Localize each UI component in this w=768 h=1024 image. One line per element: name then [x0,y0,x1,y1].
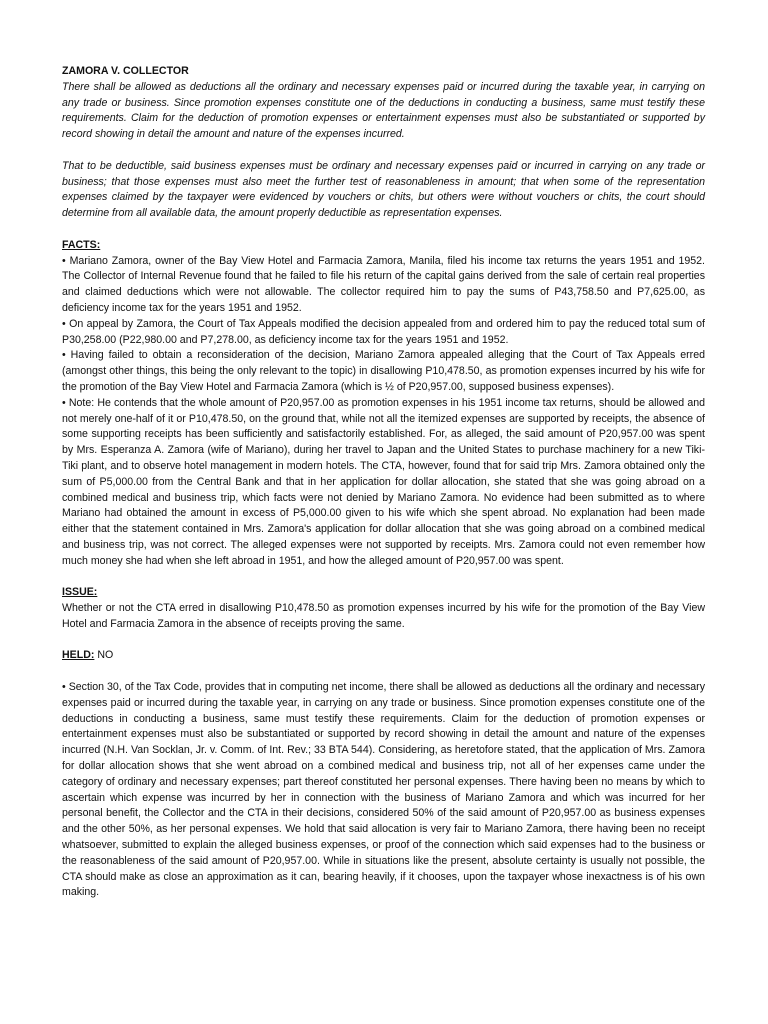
facts-heading: FACTS: [62,238,101,251]
facts-item-3: • Having failed to obtain a reconsideration of the decision, Mariano Zamora appealed alleging that the Court of Tax Appeals erred (amongst other things, this being the only relevant to the topic) in disallowing P10,478.50, as promotion expenses incurred by his wife for the promotion of the Bay View Hotel and Farmacia Zamora (which is ½ of P20,957.00, supposed business expenses). [62,349,705,393]
held-line [62,648,705,664]
facts-item-4: • Note: He contends that the whole amount of P20,957.00 as promotion expenses in his 1951 income tax returns, should be allowed and not merely one-half of it or P10,478.50, on the ground that, while not all the itemized expenses are supported by receipts, the absence of some supporting receipts has been sufficiently and satisfactorily established. For, as alleged, the said amount of P20,957.00 was spent by Mrs. Esperanza A. Zamora (wife of Mariano), during her travel to Japan and the United States to purchase machinery for a new Tiki-Tiki plant, and to observe hotel management in modern hotels. The CTA, however, found that for said trip Mrs. Zamora obtained only the sum of P5,000.00 from the Central Bank and that in her application for dollar allocation, she stated that she was going abroad on a combined medical and business trip, which facts were not denied by Mariano Zamora. No evidence had been submitted as to where Mariano had obtained the amount in excess of P5,000.00 given to his wife which she spent abroad. No explanation had been made either that the statement contained in Mrs. Zamora's application for dollar allocation that she was going abroad on a combined medical and business trip, was not correct. The alleged expenses were not supported by receipts. Mrs. Zamora could not even remember how much money she had when she left abroad in 1951, and how the alleged amount of P20,957.00 was spent. [62,396,705,567]
doctrine-paragraph-1: There shall be allowed as deductions all the ordinary and necessary expenses paid or incurred during the taxable year, in carrying on any trade or business. Since promotion expenses constitute one of the deductions in conducting a business, same must testify these requirements. Claim for the deduction of promotion expenses or entertainment expenses must also be substantiated or supported by record showing in detail the amount and nature of the expenses incurred. [62,80,705,141]
doctrine-paragraph-2: That to be deductible, said business expenses must be ordinary and necessary expenses paid or incurred in carrying on any trade or business; that those expenses must also meet the further test of reasonableness in amount; that when some of the representation expenses claimed by the taxpayer were evidenced by vouchers or chits, but others were without vouchers or chits, the court should determine from all available data, the amount properly deductible as representation expenses. [62,159,705,220]
facts-item-2: • On appeal by Zamora, the Court of Tax Appeals modified the decision appealed from and ordered him to pay the reduced total sum of P30,258.00 (P22,980.00 and P7,278.00, as deficiency income tax for the years 1951 and 1952. [62,317,705,346]
spacer [62,570,705,586]
held-heading: HELD: [62,649,95,662]
spacer [62,143,705,159]
spacer [62,222,705,238]
held-value: NO [97,649,114,662]
case-title: ZAMORA V. COLLECTOR [62,65,189,77]
spacer [62,633,705,649]
facts-item-1: • Mariano Zamora, owner of the Bay View Hotel and Farmacia Zamora, Manila, filed his income tax returns the years 1951 and 1952. The Collector of Internal Revenue found that he failed to file his return of the capital gains derived from the sale of certain real properties and claimed deductions which were not allowable. The collector required him to pay the sums of P43,758.50 and P7,625.00, as deficiency income tax for the years 1951 and 1952. [62,254,705,314]
issue-heading: ISSUE: [62,586,98,599]
spacer [62,664,705,680]
issue-text: Whether or not the CTA erred in disallowing P10,478.50 as promotion expenses incurred by his wife for the promotion of the Bay View Hotel and Farmacia Zamora in the absence of receipts proving the same. [62,602,705,630]
held-body: • Section 30, of the Tax Code, provides that in computing net income, there shall be allowed as deductions all the ordinary and necessary expenses paid or incurred during the taxable year, in carrying on any trade or business. Since promotion expenses constitute one of the deductions in conducting a business, same must testify these requirements. Claim for the deduction of promotion expenses or entertainment expenses must also be substantiated or supported by record showing in detail the amount and nature of the expenses incurred (N.H. Van Socklan, Jr. v. Comm. of Int. Rev.; 33 BTA 544). Considering, as heretofore stated, that the application of Mrs. Zamora for dollar allocation shows that she went abroad on a combined medical and business trip, not all of her expenses came under the category of ordinary and necessary expenses; part thereof constituted her personal expenses. There having been no means by which to ascertain which expense was incurred by her in connection with the business of Mariano Zamora and which was incurred for her personal benefit, the Collector and the CTA in their decisions, considered 50% of the said amount of P20,957.00 as business expenses and the other 50%, as her personal expenses. We hold that said allocation is very fair to Mariano Zamora, there having been no receipt whatsoever, submitted to explain the alleged business expenses, or proof of the connection which said expenses had to the business or the reasonableness of the said amount of P20,957.00. While in situations like the present, absolute certainty is usually not possible, the CTA should make as close an approximation as it can, bearing heavily, if it chooses, upon the taxpayer whose inexactness is of his own making. [62,681,705,899]
document-page [62,64,705,901]
